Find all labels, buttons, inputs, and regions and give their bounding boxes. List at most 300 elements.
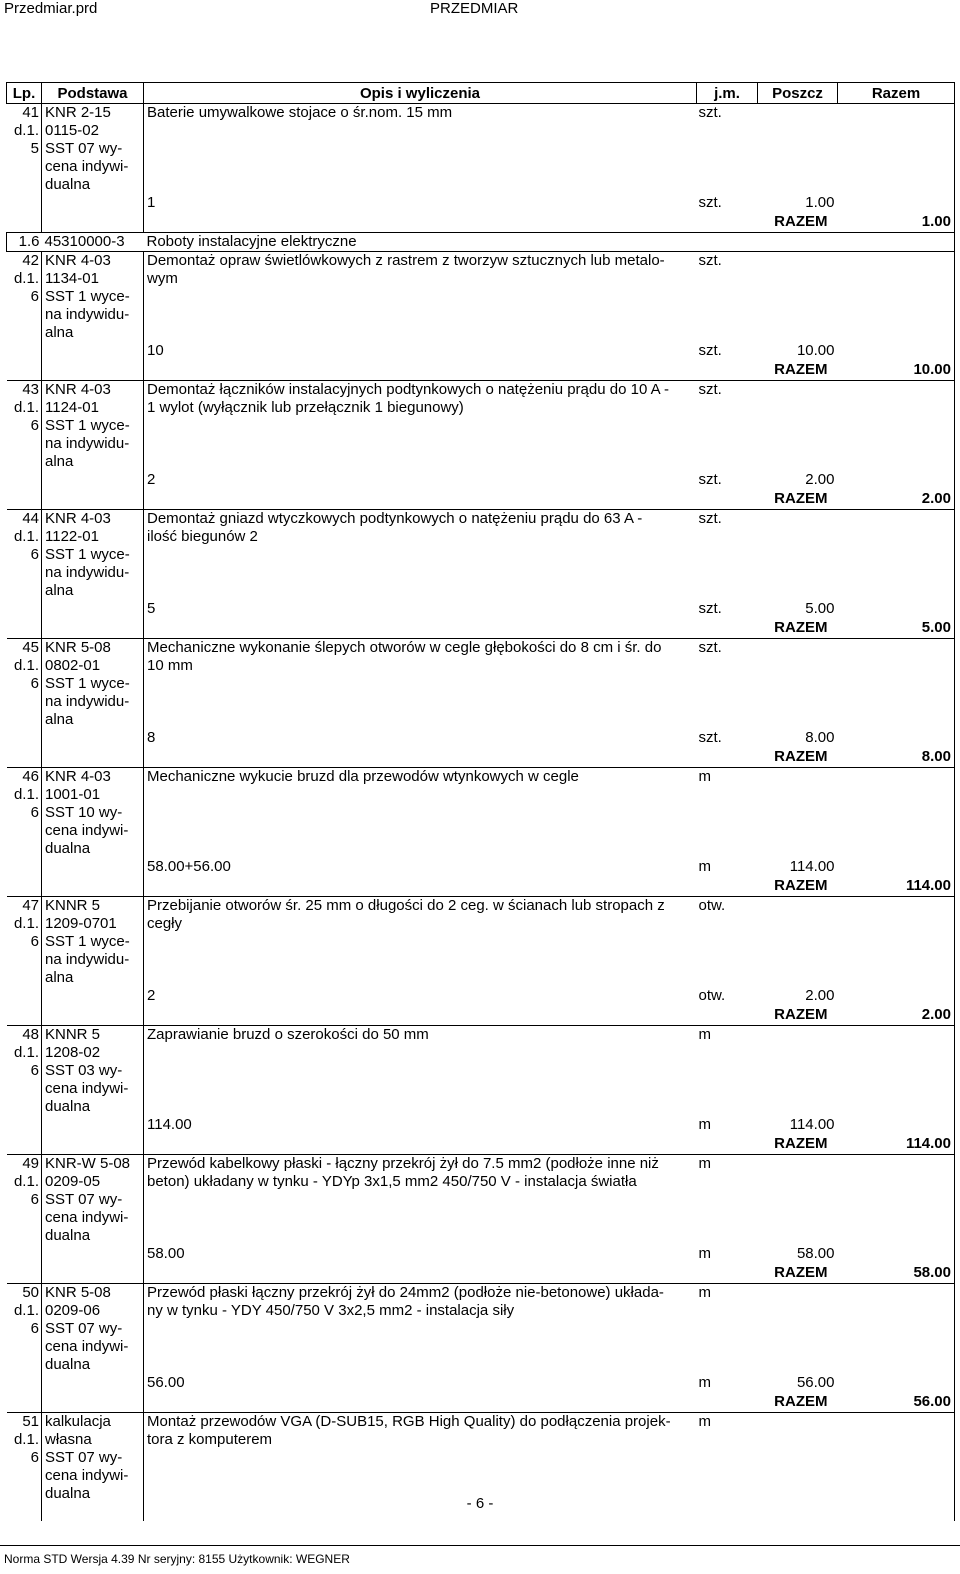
item-number [7, 381, 42, 472]
src-line: 1134-01 [45, 270, 99, 287]
calc-expression: 114.00 [144, 1116, 697, 1135]
empty-cell [838, 1245, 955, 1264]
empty-cell [42, 619, 144, 639]
calc-row [7, 987, 955, 1006]
item-poszcz [758, 104, 838, 195]
calc-expression: 56.00 [144, 1374, 697, 1393]
item-basis [42, 510, 144, 601]
empty-cell [697, 1393, 758, 1413]
item-razem [838, 1284, 955, 1375]
lp-line: d.1. [13, 528, 39, 545]
empty-cell [697, 1006, 758, 1026]
razem-value: 2.00 [838, 1006, 955, 1026]
item-unit: otw. [697, 897, 758, 988]
item-number [7, 510, 42, 601]
razem-row [7, 748, 955, 768]
table-row [7, 1155, 955, 1246]
calc-poszcz: 2.00 [805, 987, 835, 1004]
desc-line: cegły [147, 915, 183, 932]
calc-expression: 58.00+56.00 [144, 858, 697, 877]
src-line: KNNR 5 [45, 1026, 101, 1043]
src-line: KNR 2-15 [45, 104, 111, 121]
empty-cell [697, 361, 758, 381]
src-line: na indywidu- [45, 564, 130, 581]
col-header-podstawa: Podstawa [42, 83, 144, 104]
section-code: 45310000-3 [42, 233, 144, 252]
lp-line: d.1. [13, 270, 39, 287]
calc-unit: szt. [698, 194, 722, 211]
section-number: 1.6 [7, 233, 42, 252]
src-line: KNR 4-03 [45, 768, 111, 785]
desc-line: Przewód płaski łączny przekrój żył do 24mm2 (podłoże nie-betonowe) układa- [147, 1284, 664, 1301]
lp-line: 6 [30, 1062, 39, 1079]
src-line: alna [45, 582, 74, 599]
src-line: SST 07 wy- [45, 1191, 123, 1208]
calc-unit: szt. [698, 600, 722, 617]
item-razem [838, 768, 955, 859]
empty-cell [697, 619, 758, 639]
src-line: dualna [45, 1227, 91, 1244]
src-line: cena indywi- [45, 1467, 129, 1484]
empty-cell [42, 1264, 144, 1284]
empty-cell [7, 600, 42, 619]
item-description [144, 252, 697, 343]
razem-label: RAZEM [774, 1006, 828, 1023]
src-line: SST 10 wy- [45, 804, 123, 821]
calc-poszcz: 10.00 [796, 342, 835, 359]
empty-cell [42, 1116, 144, 1135]
calc-row [7, 729, 955, 748]
lp-line: d.1. [13, 786, 39, 803]
item-description [144, 381, 697, 472]
item-number [7, 639, 42, 730]
src-line: 0209-06 [45, 1302, 101, 1319]
item-razem [838, 104, 955, 195]
src-line: 1122-01 [45, 528, 99, 545]
desc-line: Przebijanie otworów śr. 25 mm o długości do 2 ceg. w ścianach lub stropach z [147, 897, 665, 914]
calc-expression: 2 [144, 471, 697, 490]
table-row [7, 639, 955, 730]
empty-cell [7, 342, 42, 361]
razem-row [7, 1264, 955, 1284]
item-number [7, 768, 42, 859]
page-number: - 6 - [466, 1495, 494, 1512]
src-line: alna [45, 453, 74, 470]
razem-value: 114.00 [838, 877, 955, 897]
empty-cell [7, 748, 42, 768]
src-line: cena indywi- [45, 158, 129, 175]
empty-cell [697, 748, 758, 768]
table-header-row [7, 83, 955, 104]
calc-expression: 2 [144, 987, 697, 1006]
item-description [144, 104, 697, 195]
src-line: SST 1 wyce- [45, 417, 130, 434]
calc-row [7, 1245, 955, 1264]
src-line: 0115-02 [45, 122, 99, 139]
item-poszcz [758, 897, 838, 988]
item-description [144, 510, 697, 601]
razem-label: RAZEM [774, 877, 828, 894]
item-poszcz [758, 768, 838, 859]
calc-expression: 10 [144, 342, 697, 361]
table-row [7, 1284, 955, 1375]
src-line: SST 07 wy- [45, 1449, 123, 1466]
lp-line: 5 [30, 140, 39, 157]
lp-line: d.1. [13, 1044, 39, 1061]
item-description [144, 897, 697, 988]
src-line: 1209-0701 [45, 915, 117, 932]
lp-line: 42 [22, 252, 39, 269]
razem-value: 5.00 [838, 619, 955, 639]
calc-poszcz: 2.00 [805, 471, 835, 488]
empty-cell [838, 987, 955, 1006]
item-unit: m [697, 768, 758, 859]
empty-cell [7, 1245, 42, 1264]
lp-line: d.1. [13, 122, 39, 139]
item-number [7, 1026, 42, 1117]
empty-cell [758, 233, 838, 252]
calc-expression: 1 [144, 194, 697, 213]
item-basis [42, 897, 144, 988]
item-poszcz [758, 381, 838, 472]
lp-line: 45 [22, 639, 39, 656]
table-body [7, 104, 955, 1522]
table-row [7, 381, 955, 472]
empty-cell [7, 858, 42, 877]
lp-line: d.1. [13, 915, 39, 932]
table-row [7, 897, 955, 988]
estimate-table [6, 82, 955, 1521]
empty-cell [42, 600, 144, 619]
desc-line: Demontaż łączników instalacyjnych podtynkowych o natężeniu prądu do 10 A - [147, 381, 669, 398]
table-row [7, 104, 955, 195]
item-number [7, 104, 42, 195]
section-row [7, 233, 955, 252]
calc-row [7, 194, 955, 213]
item-unit: szt. [697, 510, 758, 601]
empty-cell [838, 342, 955, 361]
calc-row [7, 858, 955, 877]
razem-value: 1.00 [838, 213, 955, 233]
calc-unit: szt. [698, 729, 722, 746]
desc-line: Mechaniczne wykucie bruzd dla przewodów wtynkowych w cegle [147, 768, 579, 785]
calc-expression: 58.00 [144, 1245, 697, 1264]
empty-cell [144, 213, 697, 233]
src-line: cena indywi- [45, 1080, 129, 1097]
src-line: SST 03 wy- [45, 1062, 123, 1079]
item-basis [42, 104, 144, 195]
razem-row [7, 619, 955, 639]
empty-cell [42, 1006, 144, 1026]
empty-cell [7, 619, 42, 639]
lp-line: d.1. [13, 399, 39, 416]
empty-cell [7, 490, 42, 510]
item-basis [42, 252, 144, 343]
table-row [7, 768, 955, 859]
razem-label: RAZEM [774, 213, 828, 230]
empty-cell [42, 490, 144, 510]
desc-line: 10 mm [147, 657, 193, 674]
src-line: na indywidu- [45, 435, 130, 452]
item-unit: m [697, 1413, 758, 1522]
lp-line: 6 [30, 546, 39, 563]
razem-value: 2.00 [838, 490, 955, 510]
empty-cell [42, 858, 144, 877]
razem-row [7, 1135, 955, 1155]
razem-label: RAZEM [774, 1264, 828, 1281]
calc-row [7, 600, 955, 619]
calc-poszcz: 1.00 [805, 194, 835, 211]
src-line: na indywidu- [45, 951, 130, 968]
empty-cell [144, 877, 697, 897]
empty-cell [7, 361, 42, 381]
empty-cell [838, 194, 955, 213]
empty-cell [7, 1264, 42, 1284]
razem-value: 10.00 [838, 361, 955, 381]
src-line: cena indywi- [45, 1338, 129, 1355]
item-basis [42, 381, 144, 472]
src-line: dualna [45, 176, 91, 193]
src-line: 1001-01 [45, 786, 101, 803]
desc-line: ilość biegunów 2 [147, 528, 258, 545]
lp-line: 6 [30, 1449, 39, 1466]
razem-label: RAZEM [774, 490, 828, 507]
src-line: kalkulacja [45, 1413, 111, 1430]
calc-unit: szt. [698, 471, 722, 488]
lp-line: 50 [22, 1284, 39, 1301]
calc-poszcz: 56.00 [796, 1374, 835, 1391]
desc-line: 1 wylot (wyłącznik lub przełącznik 1 biegunowy) [147, 399, 464, 416]
desc-line: beton) układany w tynku - YDYp 3x1,5 mm2 450/750 V - instalacja światła [147, 1173, 637, 1190]
table-row [7, 510, 955, 601]
lp-line: d.1. [13, 1431, 39, 1448]
desc-line: Montaż przewodów VGA (D-SUB15, RGB High Quality) do podłączenia projek- [147, 1413, 671, 1430]
item-basis [42, 768, 144, 859]
src-line: 1208-02 [45, 1044, 101, 1061]
empty-cell [42, 194, 144, 213]
lp-line: 47 [22, 897, 39, 914]
razem-label: RAZEM [774, 361, 828, 378]
lp-line: 6 [30, 933, 39, 950]
empty-cell [144, 1006, 697, 1026]
item-basis [42, 1284, 144, 1375]
calc-row [7, 471, 955, 490]
desc-line: Demontaż opraw świetlówkowych z rastrem z tworzyw sztucznych lub metalo- [147, 252, 665, 269]
lp-line: 41 [22, 104, 39, 121]
col-header-opis: Opis i wyliczenia [144, 83, 697, 104]
empty-cell [838, 233, 955, 252]
src-line: alna [45, 969, 74, 986]
src-line: SST 1 wyce- [45, 675, 130, 692]
razem-row [7, 490, 955, 510]
src-line: SST 07 wy- [45, 140, 123, 157]
item-unit: m [697, 1284, 758, 1375]
calc-expression: 8 [144, 729, 697, 748]
desc-line: Baterie umywalkowe stojace o śr.nom. 15 mm [147, 104, 453, 121]
col-header-lp: Lp. [7, 83, 42, 104]
calc-poszcz: 114.00 [789, 1116, 835, 1133]
calc-poszcz: 58.00 [796, 1245, 835, 1262]
empty-cell [42, 1135, 144, 1155]
src-line: alna [45, 324, 74, 341]
empty-cell [7, 877, 42, 897]
item-unit: szt. [697, 639, 758, 730]
empty-cell [144, 619, 697, 639]
empty-cell [144, 1135, 697, 1155]
lp-line: d.1. [13, 1302, 39, 1319]
desc-line: tora z komputerem [147, 1431, 273, 1448]
item-basis [42, 1155, 144, 1246]
src-line: na indywidu- [45, 306, 130, 323]
empty-cell [7, 194, 42, 213]
header-filename: Przedmiar.prd [4, 0, 98, 17]
item-unit: szt. [697, 252, 758, 343]
empty-cell [42, 987, 144, 1006]
lp-line: 6 [30, 675, 39, 692]
item-razem [838, 252, 955, 343]
calc-poszcz: 8.00 [805, 729, 835, 746]
col-header-poszcz: Poszcz [758, 83, 838, 104]
item-poszcz [758, 1155, 838, 1246]
item-unit: szt. [697, 381, 758, 472]
empty-cell [42, 361, 144, 381]
item-description [144, 639, 697, 730]
empty-cell [7, 1116, 42, 1135]
item-number [7, 252, 42, 343]
src-line: dualna [45, 840, 91, 857]
empty-cell [42, 1374, 144, 1393]
col-header-razem: Razem [838, 83, 955, 104]
empty-cell [7, 1006, 42, 1026]
empty-cell [838, 471, 955, 490]
item-poszcz [758, 1284, 838, 1375]
src-line: cena indywi- [45, 1209, 129, 1226]
src-line: własna [45, 1431, 92, 1448]
src-line: 1124-01 [45, 399, 99, 416]
src-line: cena indywi- [45, 822, 129, 839]
lp-line: 6 [30, 417, 39, 434]
empty-cell [7, 729, 42, 748]
src-line: KNR 5-08 [45, 639, 111, 656]
item-number [7, 1155, 42, 1246]
empty-cell [7, 1393, 42, 1413]
src-line: dualna [45, 1485, 91, 1502]
item-razem [838, 1155, 955, 1246]
razem-row [7, 361, 955, 381]
lp-line: 6 [30, 1320, 39, 1337]
razem-label: RAZEM [774, 1393, 828, 1410]
razem-label: RAZEM [774, 748, 828, 765]
item-razem [838, 897, 955, 988]
lp-line: 6 [30, 288, 39, 305]
razem-row [7, 1393, 955, 1413]
lp-line: 46 [22, 768, 39, 785]
empty-cell [144, 1393, 697, 1413]
item-razem [838, 639, 955, 730]
empty-cell [697, 877, 758, 897]
calc-row [7, 342, 955, 361]
razem-row [7, 1006, 955, 1026]
empty-cell [42, 342, 144, 361]
lp-line: d.1. [13, 1173, 39, 1190]
item-poszcz [758, 639, 838, 730]
item-basis [42, 1026, 144, 1117]
empty-cell [7, 1374, 42, 1393]
src-line: KNR 5-08 [45, 1284, 111, 1301]
lp-line: 43 [22, 381, 39, 398]
empty-cell [144, 490, 697, 510]
empty-cell [144, 361, 697, 381]
calc-unit: m [698, 1374, 711, 1391]
calc-unit: m [698, 1116, 711, 1133]
lp-line: 6 [30, 804, 39, 821]
src-line: SST 1 wyce- [45, 933, 130, 950]
desc-line: ny w tynku - YDY 450/750 V 3x2,5 mm2 - instalacja siły [147, 1302, 515, 1319]
header-title: PRZEDMIAR [430, 0, 519, 17]
lp-line: 44 [22, 510, 39, 527]
empty-cell [838, 858, 955, 877]
item-unit: m [697, 1155, 758, 1246]
desc-line: Zaprawianie bruzd o szerokości do 50 mm [147, 1026, 429, 1043]
item-description [144, 1284, 697, 1375]
empty-cell [42, 729, 144, 748]
src-line: dualna [45, 1098, 91, 1115]
razem-value: 114.00 [838, 1135, 955, 1155]
lp-line: 48 [22, 1026, 39, 1043]
footer-divider [0, 1545, 960, 1546]
src-line: KNR 4-03 [45, 381, 111, 398]
src-line: SST 1 wyce- [45, 288, 130, 305]
src-line: alna [45, 711, 74, 728]
empty-cell [144, 1264, 697, 1284]
item-poszcz [758, 252, 838, 343]
calc-poszcz: 5.00 [805, 600, 835, 617]
calc-poszcz: 114.00 [789, 858, 835, 875]
razem-row [7, 877, 955, 897]
empty-cell [42, 213, 144, 233]
razem-value: 58.00 [838, 1264, 955, 1284]
calc-row [7, 1374, 955, 1393]
empty-cell [7, 213, 42, 233]
item-description [144, 768, 697, 859]
empty-cell [42, 1245, 144, 1264]
src-line: KNR 4-03 [45, 510, 111, 527]
item-razem [838, 381, 955, 472]
src-line: na indywidu- [45, 693, 130, 710]
section-title: Roboty instalacyjne elektryczne [144, 233, 697, 252]
item-unit: m [697, 1026, 758, 1117]
desc-line: Demontaż gniazd wtyczkowych podtynkowych o natężeniu prądu do 63 A - [147, 510, 643, 527]
desc-line: wym [147, 270, 178, 287]
razem-value: 8.00 [838, 748, 955, 768]
lp-line: 49 [22, 1155, 39, 1172]
lp-line: d.1. [13, 657, 39, 674]
empty-cell [42, 748, 144, 768]
empty-cell [697, 233, 758, 252]
calc-unit: m [698, 858, 711, 875]
src-line: 0802-01 [45, 657, 101, 674]
empty-cell [838, 1116, 955, 1135]
item-razem [838, 510, 955, 601]
razem-label: RAZEM [774, 619, 828, 636]
src-line: 0209-05 [45, 1173, 101, 1190]
empty-cell [838, 600, 955, 619]
src-line: SST 1 wyce- [45, 546, 130, 563]
table-row [7, 1026, 955, 1117]
empty-cell [7, 471, 42, 490]
lp-line: 51 [22, 1413, 39, 1430]
src-line: SST 07 wy- [45, 1320, 123, 1337]
